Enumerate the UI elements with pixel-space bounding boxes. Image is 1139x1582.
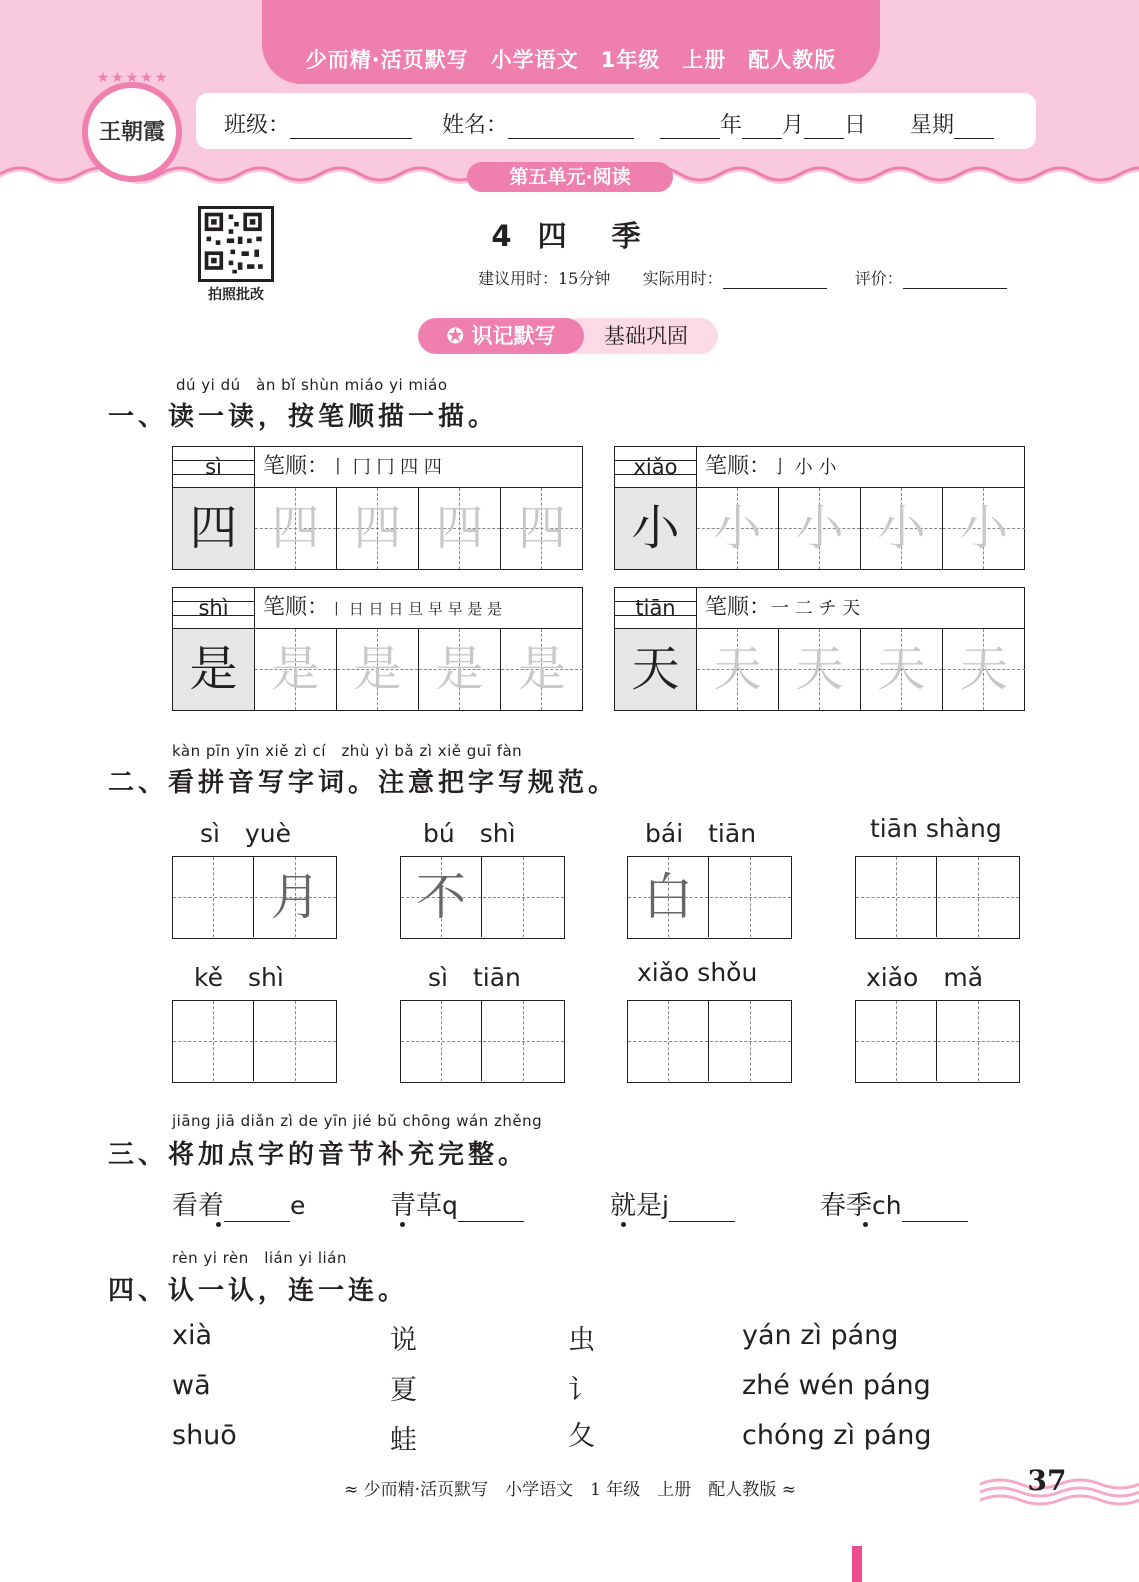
word-pinyin: bú shì	[423, 819, 516, 848]
name-label: 姓名：	[442, 113, 509, 138]
write-grid[interactable]: 不	[400, 856, 565, 939]
word-pinyin: xiǎo shǒu	[637, 958, 758, 987]
trace-cell[interactable]: 天	[943, 629, 1025, 710]
trace-cell[interactable]: 四	[337, 488, 419, 569]
trace-cell[interactable]: 小	[697, 488, 779, 569]
trace-cell[interactable]: 是	[337, 629, 419, 710]
trace-cell[interactable]: 四	[501, 488, 583, 569]
evaluation-label: 评价：	[854, 269, 903, 288]
match-pinyin[interactable]: xià	[172, 1320, 213, 1351]
logo-text: 王朝霞	[98, 119, 165, 145]
section-tag-left: ✪ 识记默写	[418, 318, 584, 354]
write-grid[interactable]	[855, 1000, 1020, 1083]
trace-cell[interactable]: 是	[255, 629, 337, 710]
q4-title: 四、认一认，连一连。	[108, 1276, 409, 1306]
stroke-char-main: 四	[173, 488, 255, 569]
name-field[interactable]	[442, 108, 634, 139]
trace-cell[interactable]: 天	[861, 629, 943, 710]
stroke-char-main: 小	[615, 488, 697, 569]
match-char[interactable]: 夏	[390, 1375, 417, 1406]
footer-text: ≈ 少而精·活页默写 小学语文 1 年级 上册 配人教版 ≈	[344, 1480, 796, 1500]
emphasis-dot	[621, 1222, 626, 1227]
trace-cell[interactable]: 小	[943, 488, 1025, 569]
stroke-char-main: 是	[173, 629, 255, 710]
emphasis-dot	[216, 1222, 221, 1227]
month-label: 月	[782, 113, 805, 138]
word-pinyin: tiān shàng	[870, 814, 1002, 843]
star-icon: ★★★★★	[96, 70, 170, 86]
answer-blank[interactable]	[669, 1197, 735, 1222]
q3-item: 就是j	[610, 1185, 735, 1222]
emphasis-dot	[863, 1222, 868, 1227]
match-pinyin[interactable]: wā	[172, 1370, 211, 1401]
stroke-char-main: 天	[615, 629, 697, 710]
match-char[interactable]: 说	[390, 1325, 417, 1356]
actual-time-label: 实际用时：	[642, 269, 723, 288]
q1-title: 一、读一读，按笔顺描一描。	[108, 402, 499, 432]
match-pinyin[interactable]: shuō	[172, 1420, 237, 1451]
section-tag-right: 基础巩固	[574, 318, 718, 354]
pink-edge-bar	[852, 1546, 862, 1582]
match-radical[interactable]: 虫	[568, 1325, 595, 1356]
match-char[interactable]: 蛙	[390, 1425, 417, 1456]
qr-code-icon[interactable]	[198, 206, 274, 282]
word-pinyin: sì tiān	[428, 963, 521, 992]
trace-cell[interactable]: 四	[255, 488, 337, 569]
stroke-box-si	[172, 446, 583, 570]
unit-tag: 第五单元·阅读	[467, 162, 673, 192]
word-pinyin: sì yuè	[200, 819, 291, 848]
qr-label: 拍照批改	[208, 287, 264, 303]
stroke-box-tian	[614, 587, 1025, 711]
stroke-order: 笔顺：一 二 チ 天	[697, 588, 1024, 629]
class-label: 班级：	[224, 113, 291, 138]
write-grid[interactable]: 白	[627, 856, 792, 939]
trace-cell[interactable]: 是	[419, 629, 501, 710]
year-label: 年	[720, 113, 743, 138]
q3-item: 青草q	[390, 1185, 524, 1222]
section-tag	[418, 318, 718, 354]
stroke-order: 笔顺：亅 小 小	[697, 447, 1024, 488]
series-title: 少而精·活页默写 小学语文 1年级 上册 配人教版	[305, 48, 837, 72]
write-grid[interactable]	[627, 1000, 792, 1083]
match-radical-name[interactable]: chóng zì páng	[742, 1420, 932, 1451]
write-grid[interactable]	[400, 1000, 565, 1083]
match-radical[interactable]: 讠	[568, 1375, 595, 1406]
word-pinyin: xiǎo mǎ	[866, 963, 984, 992]
write-grid[interactable]	[172, 1000, 337, 1083]
evaluation-input[interactable]	[903, 270, 1007, 289]
class-field[interactable]	[224, 108, 412, 139]
trace-cell[interactable]: 小	[861, 488, 943, 569]
day-label: 日	[844, 113, 867, 138]
trace-cell[interactable]: 天	[779, 629, 861, 710]
q3-pinyin: jiāng jiā diǎn zì de yīn jié bǔ chōng wán zhěng	[172, 1112, 543, 1130]
q3-item: 看着 e	[172, 1191, 306, 1221]
suggested-time: 建议用时：15分钟	[478, 269, 611, 288]
timing-row	[478, 266, 1007, 289]
actual-time-input[interactable]	[723, 270, 827, 289]
emphasis-dot	[400, 1222, 405, 1227]
answer-blank[interactable]	[458, 1197, 524, 1222]
stroke-box-xiao	[614, 446, 1025, 570]
stroke-pinyin: sì	[173, 447, 255, 488]
lesson-title: 4 四 季	[491, 219, 649, 253]
q2-pinyin: kàn pīn yīn xiě zì cí zhù yì bǎ zì xiě guī fàn	[172, 742, 523, 760]
match-radical-name[interactable]: zhé wén páng	[742, 1370, 931, 1401]
stroke-order: 笔顺：丨 冂 冂 四 四	[255, 447, 582, 488]
q2-title: 二、看拼音写字词。注意把字写规范。	[108, 768, 619, 798]
match-radical-name[interactable]: yán zì páng	[742, 1320, 899, 1351]
write-grid[interactable]	[855, 856, 1020, 939]
weekday-field[interactable]	[910, 108, 994, 139]
q1-pinyin: dú yi dú àn bǐ shùn miáo yi miáo	[176, 376, 448, 394]
answer-blank[interactable]	[902, 1197, 968, 1222]
word-pinyin: bái tiān	[645, 819, 757, 848]
stroke-order: 笔顺：丨 日 日 日 旦 早 早 是 是	[255, 588, 582, 629]
word-pinyin: kě shì	[194, 963, 284, 992]
date-field[interactable]	[660, 108, 866, 139]
stroke-pinyin: shì	[173, 588, 255, 629]
weekday-label: 星期	[910, 113, 955, 138]
trace-cell[interactable]: 小	[779, 488, 861, 569]
write-grid[interactable]: 月	[172, 856, 337, 939]
q3-item: 春季ch	[820, 1185, 968, 1222]
stroke-box-shi	[172, 587, 583, 711]
trace-cell[interactable]: 四	[419, 488, 501, 569]
q3-title: 三、将加点字的音节补充完整。	[108, 1140, 529, 1170]
trace-cell[interactable]: 天	[697, 629, 779, 710]
stroke-pinyin: tiān	[615, 588, 697, 629]
answer-blank[interactable]	[224, 1197, 290, 1222]
q4-pinyin: rèn yi rèn lián yi lián	[172, 1249, 347, 1267]
medal-icon: ✪	[446, 324, 472, 348]
stroke-pinyin: xiǎo	[615, 447, 697, 488]
trace-cell[interactable]: 是	[501, 629, 583, 710]
match-radical[interactable]: 夂	[568, 1421, 595, 1452]
page-number: 37	[1027, 1464, 1067, 1497]
